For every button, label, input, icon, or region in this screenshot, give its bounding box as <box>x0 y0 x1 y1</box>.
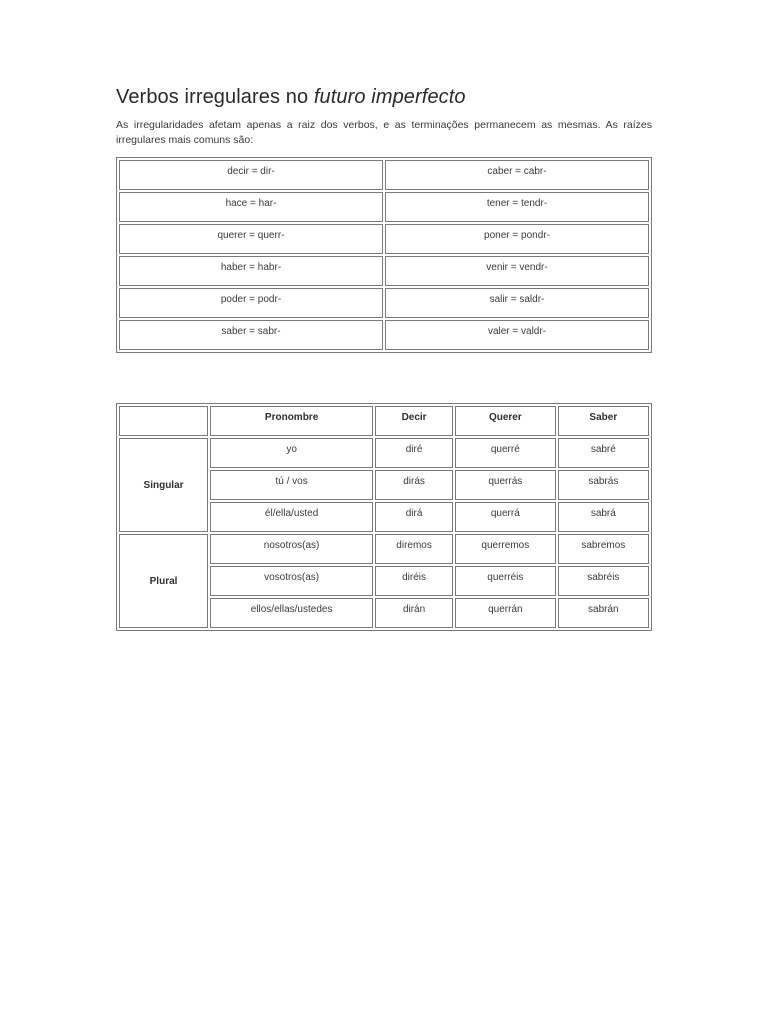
table-cell: tener = tendr- <box>385 192 649 222</box>
table-cell: querréis <box>455 566 556 596</box>
header-saber: Saber <box>558 406 649 436</box>
page-title-italic: futuro imperfecto <box>313 86 466 108</box>
group-label-plural: Plural <box>119 534 208 628</box>
table-row <box>119 320 649 350</box>
table-cell: sabrán <box>558 598 649 628</box>
irregular-roots-table <box>116 157 652 353</box>
table-row <box>119 438 649 468</box>
table-cell: querremos <box>455 534 556 564</box>
table-cell: sabré <box>558 438 649 468</box>
table-cell: decir = dir- <box>119 160 383 190</box>
table-cell: caber = cabr- <box>385 160 649 190</box>
table-cell: valer = valdr- <box>385 320 649 350</box>
table-cell: tú / vos <box>210 470 373 500</box>
group-label-singular: Singular <box>119 438 208 532</box>
table-cell: diré <box>375 438 453 468</box>
table-cell: saber = sabr- <box>119 320 383 350</box>
table-cell: haber = habr- <box>119 256 383 286</box>
table-cell: yo <box>210 438 373 468</box>
table-cell: poner = pondr- <box>385 224 649 254</box>
table-cell: ellos/ellas/ustedes <box>210 598 373 628</box>
table-row <box>119 192 649 222</box>
table-cell: nosotros(as) <box>210 534 373 564</box>
table-cell: dirás <box>375 470 453 500</box>
table-cell: él/ella/usted <box>210 502 373 532</box>
table-cell: dirá <box>375 502 453 532</box>
table-row <box>119 224 649 254</box>
table-cell: sabrás <box>558 470 649 500</box>
page-title-plain: Verbos irregulares no <box>116 86 314 108</box>
table-cell: sabrá <box>558 502 649 532</box>
table-cell: querrá <box>455 502 556 532</box>
conjugation-table <box>116 403 652 631</box>
table-cell: querrás <box>455 470 556 500</box>
page-title <box>116 84 652 110</box>
document-body <box>116 84 652 148</box>
table-row <box>119 288 649 318</box>
header-empty-cell <box>119 406 208 436</box>
header-decir: Decir <box>375 406 453 436</box>
table-cell: dirán <box>375 598 453 628</box>
table-cell: querrán <box>455 598 556 628</box>
table-cell: diréis <box>375 566 453 596</box>
table-cell: sabréis <box>558 566 649 596</box>
table-row <box>119 160 649 190</box>
table-header-row <box>119 406 649 436</box>
table-cell: salir = saldr- <box>385 288 649 318</box>
table-cell: sabremos <box>558 534 649 564</box>
table-row <box>119 534 649 564</box>
table-cell: querré <box>455 438 556 468</box>
table-cell: hace = har- <box>119 192 383 222</box>
header-pronombre: Pronombre <box>210 406 373 436</box>
header-querer: Querer <box>455 406 556 436</box>
intro-paragraph: As irregularidades afetam apenas a raiz dos verbos, e as terminações permanecem as mesmas. As raízes irregulares mais comuns são: <box>116 119 652 146</box>
table-cell: diremos <box>375 534 453 564</box>
table-cell: poder = podr- <box>119 288 383 318</box>
table-row <box>119 256 649 286</box>
table-cell: venir = vendr- <box>385 256 649 286</box>
table-cell: vosotros(as) <box>210 566 373 596</box>
table-cell: querer = querr- <box>119 224 383 254</box>
